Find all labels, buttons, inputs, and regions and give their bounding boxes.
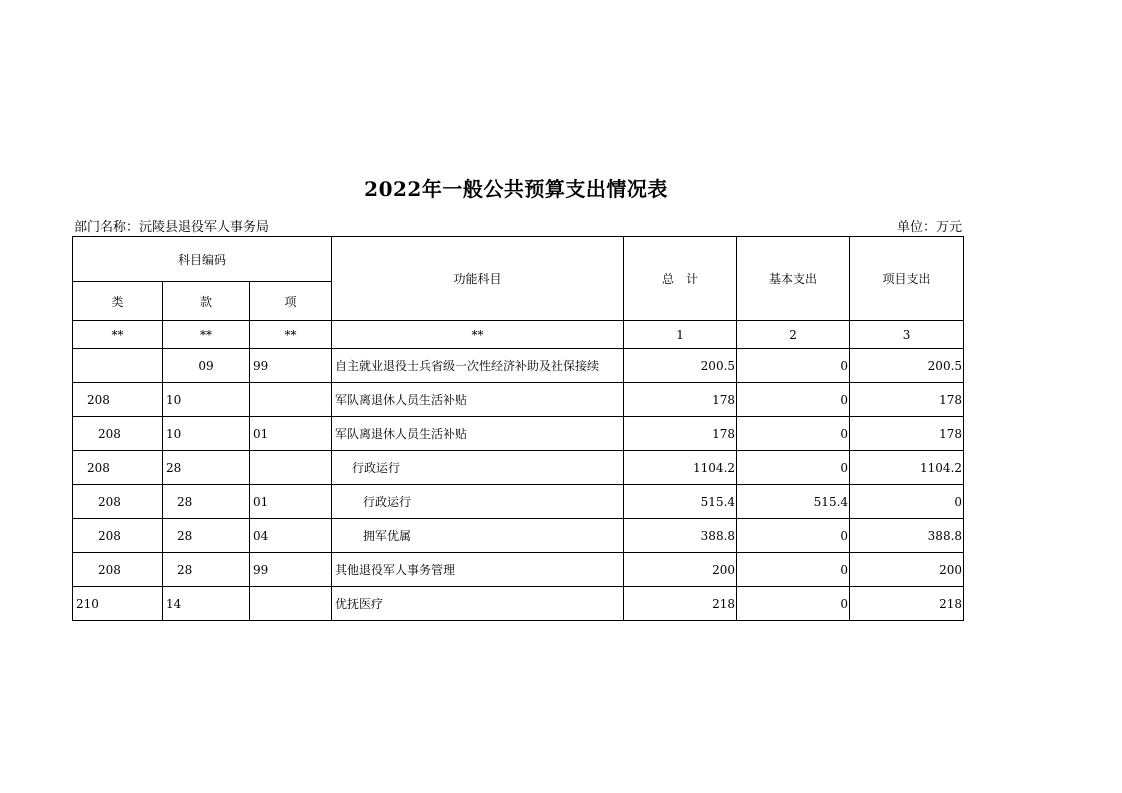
budget-table xyxy=(72,236,964,621)
cell-name: 其他退役军人事务管理 xyxy=(332,553,624,587)
cell-xiang: 99 xyxy=(250,553,332,587)
header-xiang: 项 xyxy=(250,282,332,321)
cell-basic: 0 xyxy=(737,553,850,587)
table-row xyxy=(73,451,964,485)
header-subject-code: 科目编码 xyxy=(73,237,332,282)
cell-name: 军队离退休人员生活补贴 xyxy=(332,417,624,451)
cell-total: 388.8 xyxy=(624,519,737,553)
cell-xiang: 04 xyxy=(250,519,332,553)
header-basic: 基本支出 xyxy=(737,237,850,321)
header-row xyxy=(73,237,964,282)
cell-total: 200.5 xyxy=(624,349,737,383)
table-row xyxy=(73,553,964,587)
cell-total: 200 xyxy=(624,553,737,587)
header-total: 总 计 xyxy=(624,237,737,321)
marker-xiang: ** xyxy=(250,321,332,349)
cell-project: 388.8 xyxy=(850,519,964,553)
marker-basic: 2 xyxy=(737,321,850,349)
cell-name: 行政运行 xyxy=(332,485,624,519)
table-row xyxy=(73,519,964,553)
marker-function: ** xyxy=(332,321,624,349)
cell-lei: 208 xyxy=(73,553,163,587)
header-function-subject: 功能科目 xyxy=(332,237,624,321)
marker-lei: ** xyxy=(73,321,163,349)
cell-total: 178 xyxy=(624,383,737,417)
cell-project: 1104.2 xyxy=(850,451,964,485)
department-label: 部门名称：沅陵县退役军人事务局 xyxy=(74,220,270,235)
header-project: 项目支出 xyxy=(850,237,964,321)
table-row xyxy=(73,417,964,451)
cell-lei: 208 xyxy=(73,417,163,451)
cell-xiang: 01 xyxy=(250,417,332,451)
cell-name: 自主就业退役士兵省级一次性经济补助及社保接续 xyxy=(332,349,624,383)
cell-basic: 0 xyxy=(737,383,850,417)
cell-lei: 208 xyxy=(73,519,163,553)
table-row xyxy=(73,383,964,417)
cell-kuan: 28 xyxy=(163,553,250,587)
cell-name: 军队离退休人员生活补贴 xyxy=(332,383,624,417)
cell-basic: 0 xyxy=(737,417,850,451)
header-kuan: 款 xyxy=(163,282,250,321)
cell-lei xyxy=(73,349,163,383)
cell-basic: 0 xyxy=(737,451,850,485)
cell-total: 1104.2 xyxy=(624,451,737,485)
cell-project: 0 xyxy=(850,485,964,519)
cell-total: 178 xyxy=(624,417,737,451)
cell-project: 200 xyxy=(850,553,964,587)
header-lei: 类 xyxy=(73,282,163,321)
page-title: 2022年一般公共预算支出情况表 xyxy=(364,177,668,201)
cell-lei: 208 xyxy=(73,383,163,417)
cell-project: 200.5 xyxy=(850,349,964,383)
cell-kuan: 10 xyxy=(163,383,250,417)
cell-basic: 0 xyxy=(737,519,850,553)
cell-kuan: 10 xyxy=(163,417,250,451)
cell-name: 拥军优属 xyxy=(332,519,624,553)
cell-name: 行政运行 xyxy=(332,451,624,485)
table-row xyxy=(73,485,964,519)
cell-kuan: 28 xyxy=(163,485,250,519)
cell-name: 优抚医疗 xyxy=(332,587,624,621)
cell-project: 178 xyxy=(850,383,964,417)
cell-lei: 208 xyxy=(73,485,163,519)
marker-total: 1 xyxy=(624,321,737,349)
cell-kuan: 28 xyxy=(163,451,250,485)
cell-basic: 0 xyxy=(737,349,850,383)
cell-xiang xyxy=(250,451,332,485)
cell-kuan: 28 xyxy=(163,519,250,553)
cell-lei: 208 xyxy=(73,451,163,485)
cell-xiang xyxy=(250,383,332,417)
cell-kuan: 09 xyxy=(163,349,250,383)
cell-project: 218 xyxy=(850,587,964,621)
cell-xiang: 01 xyxy=(250,485,332,519)
marker-project: 3 xyxy=(850,321,964,349)
cell-project: 178 xyxy=(850,417,964,451)
cell-xiang xyxy=(250,587,332,621)
cell-xiang: 99 xyxy=(250,349,332,383)
cell-total: 515.4 xyxy=(624,485,737,519)
marker-row xyxy=(73,321,964,349)
cell-total: 218 xyxy=(624,587,737,621)
unit-label: 单位：万元 xyxy=(896,220,962,235)
cell-kuan: 14 xyxy=(163,587,250,621)
cell-basic: 515.4 xyxy=(737,485,850,519)
marker-kuan: ** xyxy=(163,321,250,349)
table-row xyxy=(73,587,964,621)
cell-basic: 0 xyxy=(737,587,850,621)
table-row xyxy=(73,349,964,383)
cell-lei: 210 xyxy=(73,587,163,621)
